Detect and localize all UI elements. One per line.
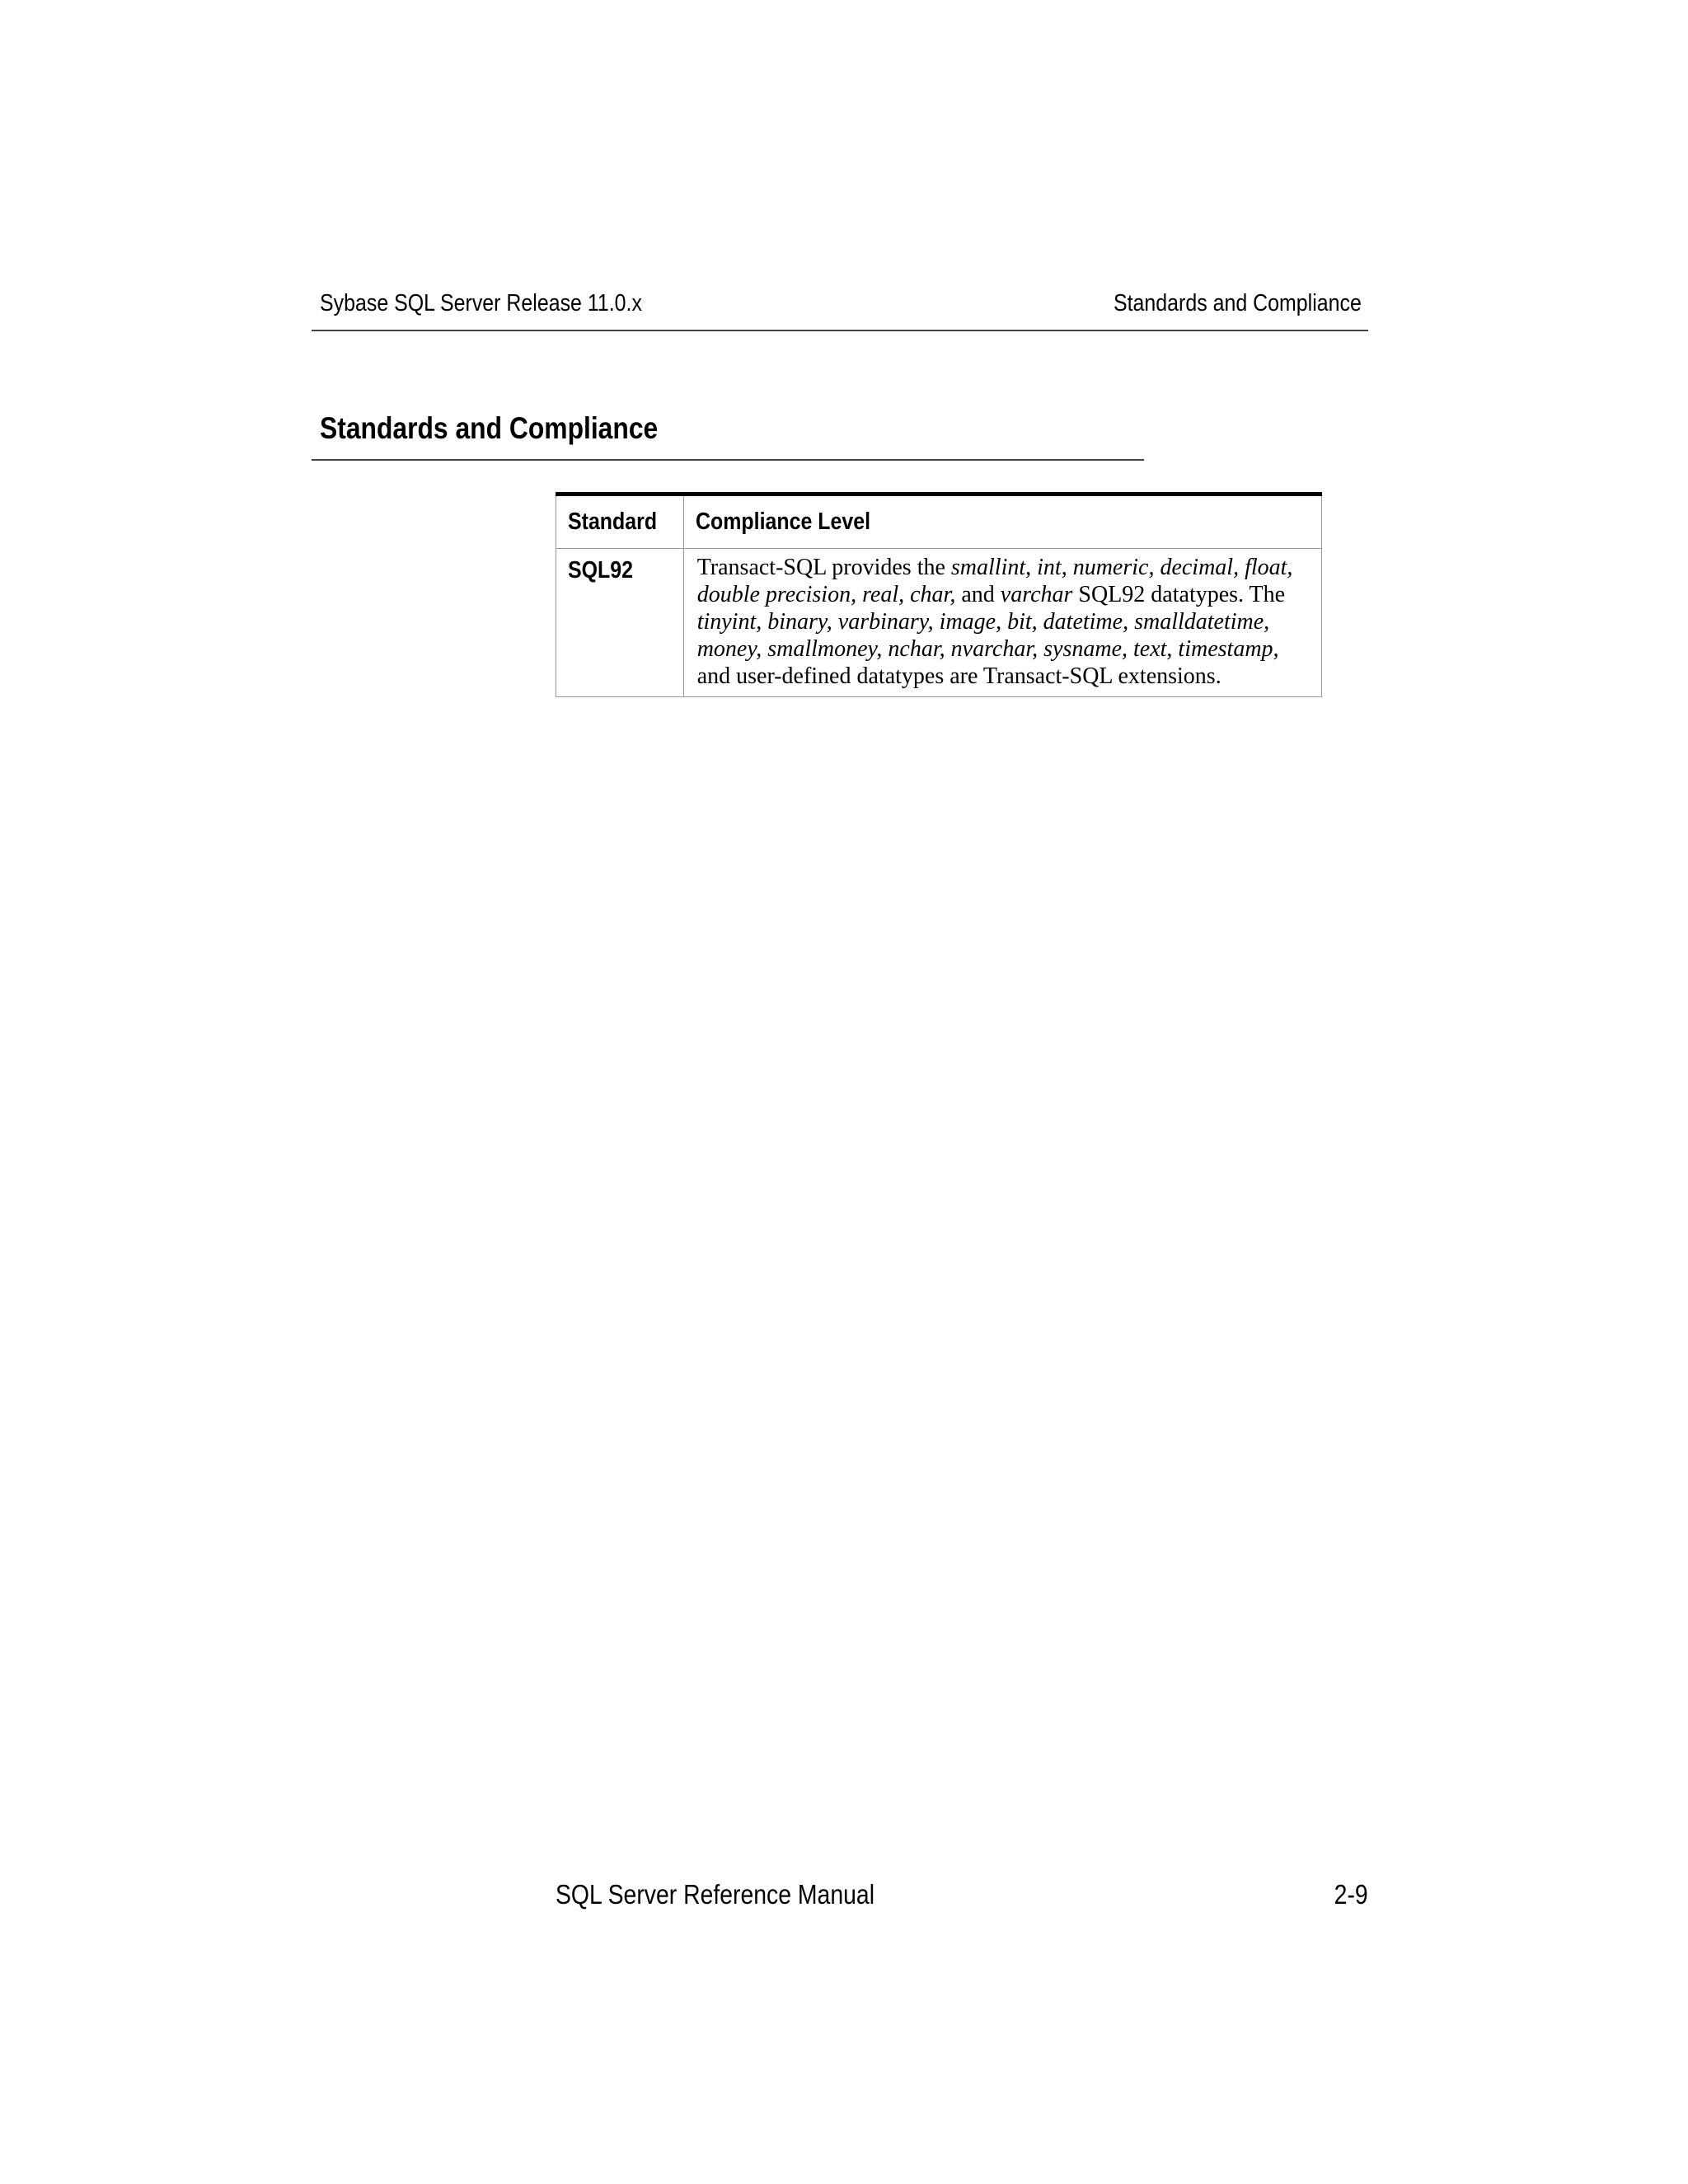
header-chapter-title: Standards and Compliance — [1114, 290, 1362, 316]
table-header-row — [556, 494, 1322, 549]
table-row — [556, 549, 1322, 697]
section-heading — [312, 408, 1144, 461]
section-title: Standards and Compliance — [320, 411, 659, 445]
footer-page-number: 2-9 — [1334, 1879, 1368, 1910]
compliance-table — [556, 492, 1322, 697]
compliance-level-cell: Transact-SQL provides the smallint, int, numeric, decimal, float, double precision, real, char, and varchar SQL92 datatypes. The tinyint, binary, varbinary, image, bit, datetime, smalldatetime, money, smallmoney, nchar, nvarchar, sysname, text, timestamp, and user-defined datatypes are Transact-SQL extensions. — [683, 549, 1321, 697]
standard-cell: SQL92 — [556, 549, 684, 697]
column-header-standard: Standard — [556, 494, 684, 549]
footer-manual-title: SQL Server Reference Manual — [556, 1879, 874, 1910]
running-header — [312, 288, 1368, 331]
header-book-title: Sybase SQL Server Release 11.0.x — [320, 290, 642, 316]
running-footer — [556, 1879, 1368, 1915]
column-header-compliance-level: Compliance Level — [683, 494, 1321, 549]
